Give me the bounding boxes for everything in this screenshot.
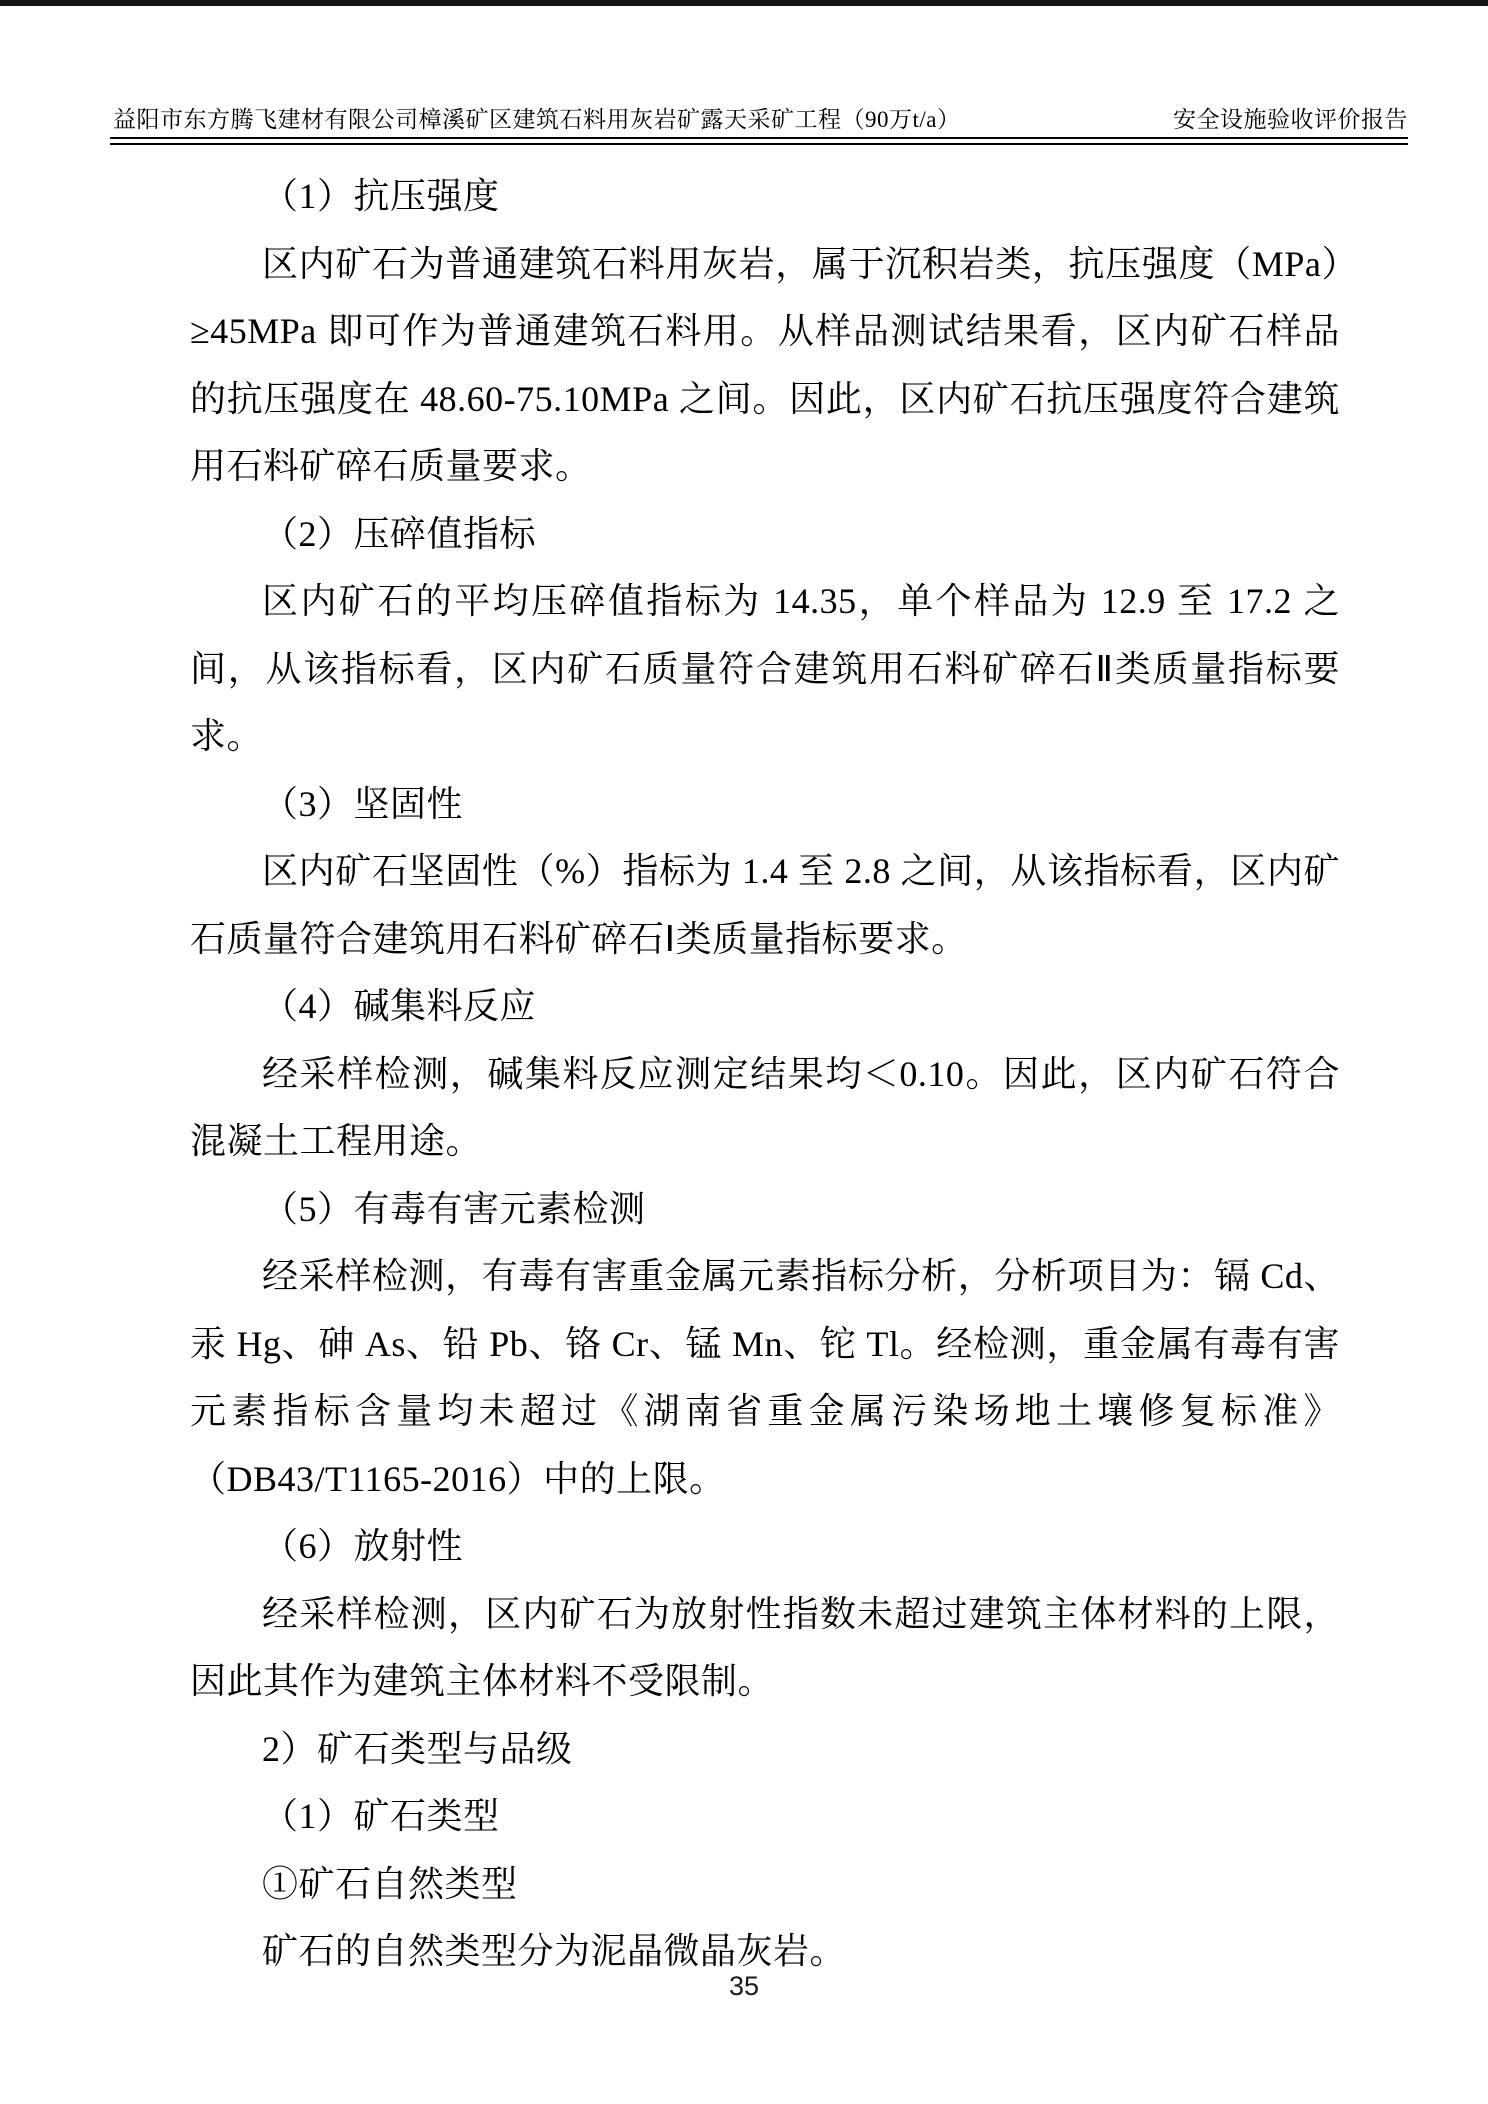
page-header [113,101,1408,134]
section-heading: ①矿石自然类型 [262,1863,518,1904]
section-heading: （6）放射性 [262,1526,464,1566]
body-paragraph: 区内矿石坚固性（%）指标为 1.4 至 2.8 之间，从该指标看，区内矿石质量符合建筑用石料矿碎石Ⅰ类质量指标要求。 [190,851,1340,959]
section-heading: （1）矿石类型 [262,1796,500,1836]
header-project-title: 益阳市东方腾飞建材有限公司樟溪矿区建筑石料用灰岩矿露天采矿工程（90万t/a） [113,107,961,132]
section-heading: （2）压碎值指标 [262,513,537,554]
page-number: 35 [728,1971,760,2001]
page-footer [0,1971,1488,2002]
header-report-title: 安全设施验收评价报告 [1173,107,1408,132]
document-body [190,163,1340,1986]
section-heading: （1）抗压强度 [262,176,500,216]
section-heading: （4）碱集料反应 [262,986,537,1026]
body-paragraph: 矿石的自然类型分为泥晶微晶灰岩。 [262,1931,847,1971]
body-paragraph: 经采样检测，有毒有害重金属元素指标分析，分析项目为：镉 Cd、汞 Hg、砷 As、铅 Pb、铬 Cr、锰 Mn、铊 Tl。经检测，重金属有毒有害元素指标含量均未超过《湖南省重金属污染场地土壤修复标准》（DB43/T1165-2016）中的上限。 [190,1256,1340,1499]
body-paragraph: 经采样检测，区内矿石为放射性指数未超过建筑主体材料的上限，因此其作为建筑主体材料不受限制。 [190,1593,1340,1701]
section-heading: （5）有毒有害元素检测 [262,1188,646,1229]
section-heading: （3）坚固性 [262,783,464,824]
body-paragraph: 区内矿石的平均压碎值指标为 14.35，单个样品为 12.9 至 17.2 之间，从该指标看，区内矿石质量符合建筑用石料矿碎石Ⅱ类质量指标要求。 [190,581,1340,756]
section-heading: 2）矿石类型与品级 [262,1728,573,1769]
header-double-rule [110,137,1408,145]
body-paragraph: 区内矿石为普通建筑石料用灰岩，属于沉积岩类，抗压强度（MPa）≥45MPa 即可作为普通建筑石料用。从样品测试结果看，区内矿石样品的抗压强度在 48.60-75.10MPa 之间。因此，区内矿石抗压强度符合建筑用石料矿碎石质量要求。 [190,243,1340,486]
body-paragraph: 经采样检测，碱集料反应测定结果均＜0.10。因此，区内矿石符合混凝土工程用途。 [190,1053,1340,1161]
scan-artifact-bar [0,0,1488,6]
